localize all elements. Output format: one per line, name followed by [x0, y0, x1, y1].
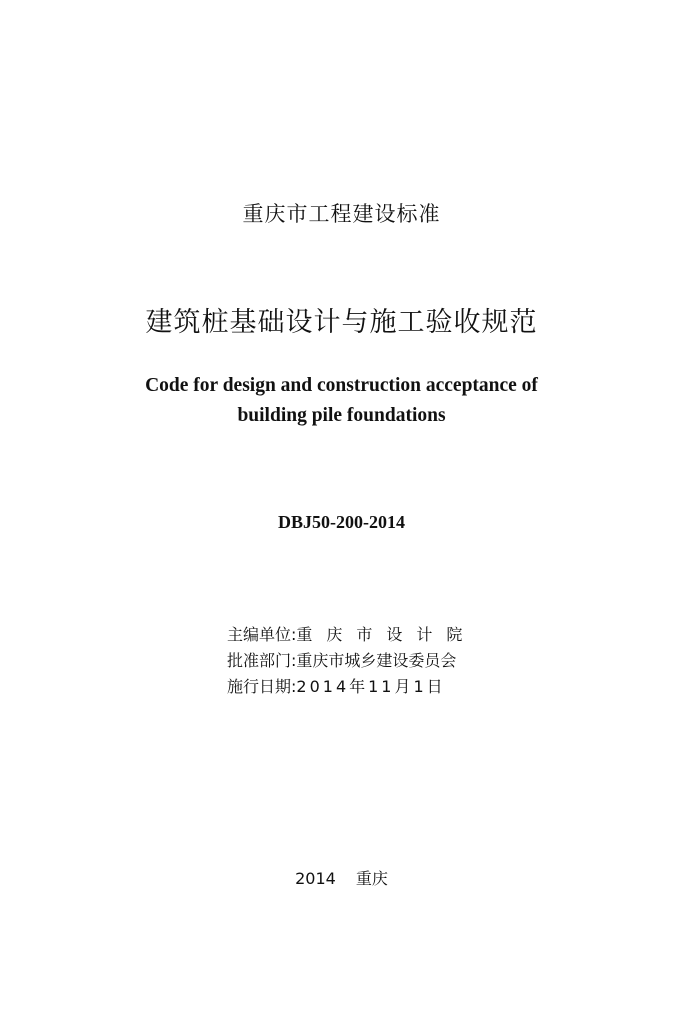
- english-title-line-2: building pile foundations: [237, 405, 446, 426]
- approving-department-row: [227, 648, 527, 674]
- editor-unit-row: [227, 622, 527, 648]
- document-title-chinese: 建筑桩基础设计与施工验收规范: [145, 307, 538, 338]
- standard-series-title: 重庆市工程建设标准: [242, 202, 441, 226]
- english-title-line-1: Code for design and construction acceptance of: [145, 375, 538, 396]
- footer-city: 重庆: [355, 869, 388, 888]
- document-title-english: [0, 371, 683, 431]
- editor-unit-label: 主编单位:: [227, 625, 297, 644]
- effective-date-label: 施行日期:: [227, 677, 297, 696]
- editor-unit-value: 重庆市设计院: [296, 625, 477, 644]
- publication-info: [227, 622, 527, 700]
- effective-date-row: [227, 674, 527, 700]
- effective-date-value: 2014年11月1日: [296, 677, 446, 696]
- footer-year: 2014: [295, 869, 336, 888]
- approving-department-value: 重庆市城乡建设委员会: [296, 651, 457, 670]
- standard-code: DBJ50-200-2014: [278, 512, 405, 532]
- approving-department-label: 批准部门:: [227, 651, 297, 670]
- cover-footer: [0, 866, 683, 889]
